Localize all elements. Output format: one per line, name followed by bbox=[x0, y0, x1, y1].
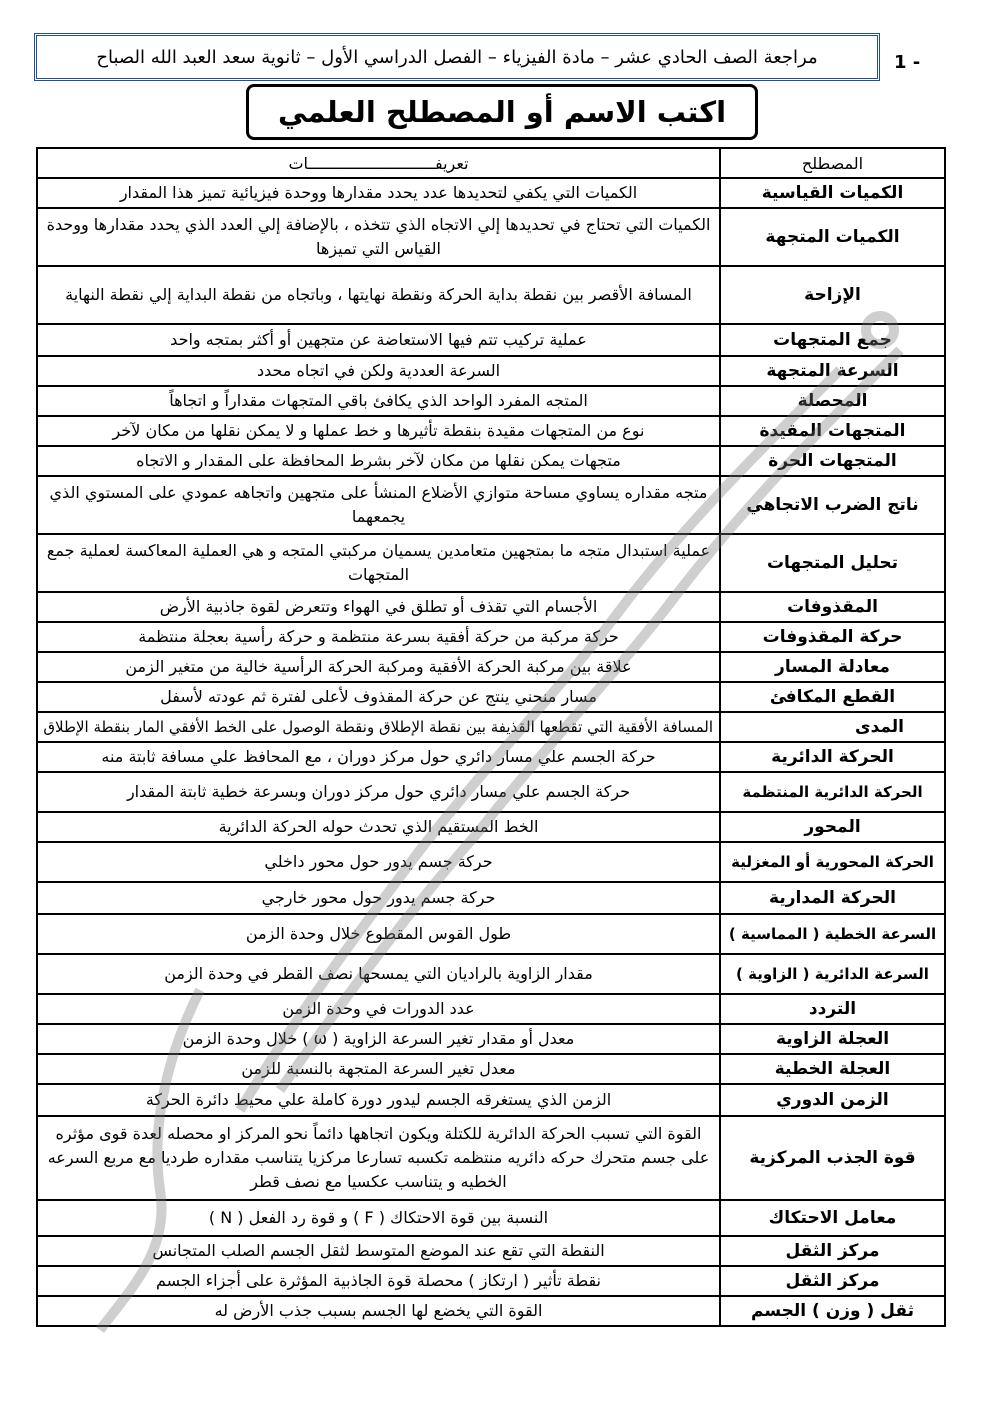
page-title: اكتب الاسم أو المصطلح العلمي bbox=[246, 84, 758, 140]
term-cell: المتجهات الحرة bbox=[720, 446, 945, 476]
term-cell: قوة الجذب المركزية bbox=[720, 1116, 945, 1200]
table-row bbox=[37, 1084, 945, 1116]
definition-cell: طول القوس المقطوع خلال وحدة الزمن bbox=[37, 914, 720, 954]
definition-column-header: تعريفـــــــــــــــــــــــــــات bbox=[37, 148, 720, 178]
definition-cell: الزمن الذي يستغرقه الجسم ليدور دورة كاملة علي محيط دائرة الحركة bbox=[37, 1084, 720, 1116]
table-row bbox=[37, 356, 945, 386]
table-row bbox=[37, 1024, 945, 1054]
term-cell: ناتج الضرب الاتجاهي bbox=[720, 476, 945, 534]
table-row bbox=[37, 416, 945, 446]
term-cell: المحصلة bbox=[720, 386, 945, 416]
table-row bbox=[37, 712, 945, 742]
table-row bbox=[37, 1054, 945, 1084]
definition-cell: المسافة الأفقية التي تقطعها القذيفة بين نقطة الإطلاق ونقطة الوصول على الخط الأفقي المار بنقطة الإطلاق bbox=[37, 712, 720, 742]
term-cell: العجلة الخطية bbox=[720, 1054, 945, 1084]
definition-cell: الكميات التي يكفي لتحديدها عدد يحدد مقدارها ووحدة فيزيائية تميز هذا المقدار bbox=[37, 178, 720, 208]
term-cell: معادلة المسار bbox=[720, 652, 945, 682]
table-row bbox=[37, 446, 945, 476]
definition-cell: حركة جسم يدور حول محور خارجي bbox=[37, 882, 720, 914]
definition-cell: متجهات يمكن نقلها من مكان لآخر بشرط المحافظة على المقدار و الاتجاه bbox=[37, 446, 720, 476]
table-row bbox=[37, 682, 945, 712]
term-cell: المقذوفات bbox=[720, 592, 945, 622]
table-row bbox=[37, 994, 945, 1024]
table-row bbox=[37, 178, 945, 208]
table-row bbox=[37, 1236, 945, 1266]
term-cell: الحركة المدارية bbox=[720, 882, 945, 914]
definition-cell: الخط المستقيم الذي تحدث حوله الحركة الدائرية bbox=[37, 812, 720, 842]
term-cell: الحركة الدائرية المنتظمة bbox=[720, 772, 945, 812]
table-row bbox=[37, 622, 945, 652]
term-cell: ثقل ( وزن ) الجسم bbox=[720, 1296, 945, 1326]
definition-cell: معدل تغير السرعة المتجهة بالنسبة للزمن bbox=[37, 1054, 720, 1084]
term-cell: معامل الاحتكاك bbox=[720, 1200, 945, 1236]
term-column-header: المصطلح bbox=[720, 148, 945, 178]
table-row bbox=[37, 652, 945, 682]
table-row bbox=[37, 954, 945, 994]
definition-cell: مقدار الزاوية بالراديان التي يمسحها نصف القطر في وحدة الزمن bbox=[37, 954, 720, 994]
table-row bbox=[37, 266, 945, 324]
term-cell: الإزاحة bbox=[720, 266, 945, 324]
table-row bbox=[37, 914, 945, 954]
definition-cell: القوة التي يخضع لها الجسم بسبب جذب الأرض له bbox=[37, 1296, 720, 1326]
term-cell: الكميات القياسية bbox=[720, 178, 945, 208]
term-cell: المحور bbox=[720, 812, 945, 842]
definition-cell: الأجسام التي تقذف أو تطلق في الهواء وتتعرض لقوة جاذبية الأرض bbox=[37, 592, 720, 622]
table-row bbox=[37, 534, 945, 592]
definition-cell: المسافة الأقصر بين نقطة بداية الحركة ونقطة نهايتها ، وباتجاه من نقطة البداية إلي نقطة النهاية bbox=[37, 266, 720, 324]
definition-cell: حركة جسم يدور حول محور داخلي bbox=[37, 842, 720, 882]
term-cell: السرعة المتجهة bbox=[720, 356, 945, 386]
table-row bbox=[37, 842, 945, 882]
definition-cell: الكميات التي تحتاج في تحديدها إلي الاتجاه الذي تتخذه ، بالإضافة إلي العدد الذي يحدد مقدارها ووحدة القياس التي تميزها bbox=[37, 208, 720, 266]
term-cell: المتجهات المقيدة bbox=[720, 416, 945, 446]
header-banner: مراجعة الصف الحادي عشر – مادة الفيزياء – الفصل الدراسي الأول – ثانوية سعد العبد الله الصباح bbox=[34, 33, 880, 81]
table-row bbox=[37, 592, 945, 622]
table-header-row bbox=[37, 148, 945, 178]
definition-cell: معدل أو مقدار تغير السرعة الزاوية ( ω ) خلال وحدة الزمن bbox=[37, 1024, 720, 1054]
table-row bbox=[37, 772, 945, 812]
table-row bbox=[37, 324, 945, 356]
table-row bbox=[37, 476, 945, 534]
term-cell: الكميات المتجهة bbox=[720, 208, 945, 266]
definition-cell: المتجه المفرد الواحد الذي يكافئ باقي المتجهات مقداراً و اتجاهاً bbox=[37, 386, 720, 416]
definition-cell: السرعة العددية ولكن في اتجاه محدد bbox=[37, 356, 720, 386]
definition-cell: القوة التي تسبب الحركة الدائرية للكتلة ويكون اتجاهها دائماً نحو المركز او محصله لعدة قوى مؤثره على جسم متحرك حركه دائريه منتظمه تكسبه تسارعا مركزيا يتناسب مقداره طرديا مع مربع السرعه الخطيه و يتناسب عكسيا مع نصف قطر bbox=[37, 1116, 720, 1200]
page-number: 1 - bbox=[894, 52, 921, 73]
term-cell: حركة المقذوفات bbox=[720, 622, 945, 652]
table-row bbox=[37, 742, 945, 772]
definition-cell: عدد الدورات في وحدة الزمن bbox=[37, 994, 720, 1024]
term-cell: مركز الثقل bbox=[720, 1236, 945, 1266]
term-cell: السرعة الخطية ( المماسية ) bbox=[720, 914, 945, 954]
table-row bbox=[37, 1116, 945, 1200]
definition-cell: مسار منحني ينتج عن حركة المقذوف لأعلى لفترة ثم عودته لأسفل bbox=[37, 682, 720, 712]
table-row bbox=[37, 1296, 945, 1326]
table-row bbox=[37, 386, 945, 416]
term-cell: الزمن الدوري bbox=[720, 1084, 945, 1116]
definition-cell: النسبة بين قوة الاحتكاك ( F ) و قوة رد الفعل ( N ) bbox=[37, 1200, 720, 1236]
term-cell: مركز الثقل bbox=[720, 1266, 945, 1296]
term-cell: الحركة المحورية أو المغزلية bbox=[720, 842, 945, 882]
definition-cell: حركة الجسم علي مسار دائري حول مركز دوران وبسرعة خطية ثابتة المقدار bbox=[37, 772, 720, 812]
table-row bbox=[37, 208, 945, 266]
definition-cell: متجه مقداره يساوي مساحة متوازي الأضلاع المنشأ على متجهين واتجاهه عمودي على المستوي الذي يجمعهما bbox=[37, 476, 720, 534]
term-cell: تحليل المتجهات bbox=[720, 534, 945, 592]
term-cell: المدى bbox=[720, 712, 945, 742]
term-cell: السرعة الدائرية ( الزاوية ) bbox=[720, 954, 945, 994]
term-cell: الحركة الدائرية bbox=[720, 742, 945, 772]
terms-table bbox=[36, 147, 946, 1327]
definition-cell: علاقة بين مركبة الحركة الأفقية ومركبة الحركة الرأسية خالية من متغير الزمن bbox=[37, 652, 720, 682]
term-cell: التردد bbox=[720, 994, 945, 1024]
definition-cell: نقطة تأثير ( ارتكاز ) محصلة قوة الجاذبية المؤثرة على أجزاء الجسم bbox=[37, 1266, 720, 1296]
definition-cell: النقطة التي تقع عند الموضع المتوسط لثقل الجسم الصلب المتجانس bbox=[37, 1236, 720, 1266]
definition-cell: حركة الجسم علي مسار دائري حول مركز دوران ، مع المحافظ علي مسافة ثابتة منه bbox=[37, 742, 720, 772]
table-row bbox=[37, 812, 945, 842]
term-cell: القطع المكافئ bbox=[720, 682, 945, 712]
definition-cell: حركة مركبة من حركة أفقية بسرعة منتظمة و حركة رأسية بعجلة منتظمة bbox=[37, 622, 720, 652]
table-row bbox=[37, 1266, 945, 1296]
definition-cell: عملية استبدال متجه ما بمتجهين متعامدين يسميان مركبتي المتجه و هي العملية المعاكسة لعملية جمع المتجهات bbox=[37, 534, 720, 592]
table-row bbox=[37, 1200, 945, 1236]
table-row bbox=[37, 882, 945, 914]
term-cell: جمع المتجهات bbox=[720, 324, 945, 356]
definition-cell: عملية تركيب تتم فيها الاستعاضة عن متجهين أو أكثر بمتجه واحد bbox=[37, 324, 720, 356]
term-cell: العجلة الزاوية bbox=[720, 1024, 945, 1054]
definition-cell: نوع من المتجهات مقيدة بنقطة تأثيرها و خط عملها و لا يمكن نقلها من مكان لآخر bbox=[37, 416, 720, 446]
